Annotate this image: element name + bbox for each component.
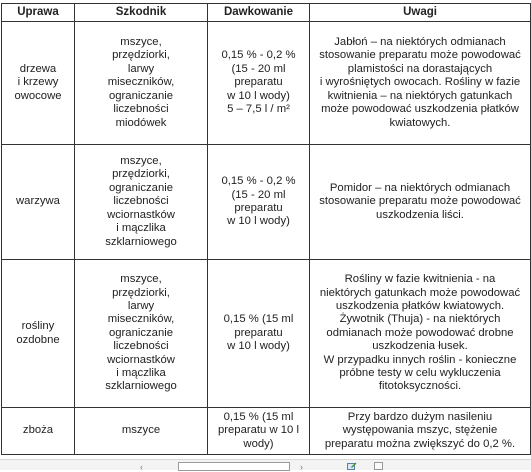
cell-line: uszkodzenia łusek. (372, 340, 468, 353)
cell-line: Żywotnik (Thuja) - na niektórych (339, 313, 501, 326)
pest-cell (75, 145, 208, 260)
cell-line: ozdobne (16, 333, 60, 346)
cell-line: przędziorki, (112, 286, 170, 299)
cell-line: odmianach może powodować drobne (326, 326, 514, 339)
cell-line: niektórych gatunkach może powodować (319, 286, 521, 299)
cell-line: Rośliny w fazie kwitnienia - na (344, 273, 496, 286)
cell-line: miseczników, (107, 313, 175, 326)
notes-cell (310, 260, 531, 408)
cell-line: preparatu (234, 326, 283, 339)
cell-line: przędziorki, (112, 49, 170, 62)
cell-line: mszyce, (120, 36, 162, 49)
cell-line: uszkodzenia płatków kwiatowych. (335, 299, 505, 312)
cell-line: ograniczanie (108, 181, 174, 194)
header-dosage: Dawkowanie (208, 4, 310, 22)
cell-line: kwiatowych. (389, 116, 451, 129)
pest-cell (75, 408, 208, 455)
viewer-toolbar (0, 459, 531, 470)
crop-cell (2, 260, 75, 408)
table-row (2, 408, 531, 455)
cell-line: preparatu (234, 76, 283, 89)
cell-line: miseczników, (107, 76, 175, 89)
cell-line: Przy bardzo dużym nasileniu (347, 410, 493, 423)
cell-line: Jabłoń – na niektórych odmianach (334, 36, 506, 49)
cell-line: stosowanie preparatu może powodować (319, 195, 521, 208)
cell-line: występowania mszyc, stężenie (342, 424, 498, 437)
header-crop: Uprawa (2, 4, 75, 22)
cell-line: 5 – 7,5 l / m² (227, 103, 290, 116)
dosage-cell (208, 22, 310, 145)
cell-line: i mączlika (116, 367, 166, 380)
cell-line: owocowe (14, 89, 62, 102)
cell-line: wody) (243, 437, 274, 450)
cell-line: przędziorki, (112, 168, 170, 181)
cell-line: (15 - 20 ml (231, 62, 286, 75)
cell-line: 0,15 % - 0,2 % (221, 49, 296, 62)
cell-line: i mączlika (116, 222, 166, 235)
cell-line: wciornastków (107, 353, 175, 366)
previous-page-icon[interactable]: ‹ (140, 462, 143, 472)
next-page-icon[interactable]: › (300, 462, 303, 472)
cell-line: preparatu (234, 202, 283, 214)
cell-line: warzywa (16, 195, 60, 208)
cell-line: liczebności (113, 103, 169, 116)
pest-cell (75, 260, 208, 408)
cell-line: w 10 l wody) (227, 89, 290, 102)
table-row (2, 22, 531, 145)
table-header-row (2, 4, 531, 22)
cell-line: kwitnienia – na niektórych gatunkach (327, 89, 513, 102)
cell-line: i wyrośniętych owocach. Rośliny w fazie (319, 76, 521, 89)
cell-line: liczebności (113, 195, 169, 208)
cell-line: mszyce (121, 424, 161, 437)
notes-cell (310, 22, 531, 145)
cell-line: zboża (22, 424, 54, 437)
cell-line: 0,15 % - 0,2 % (221, 175, 296, 188)
crop-cell (2, 22, 75, 145)
cell-line: liczebności (113, 340, 169, 353)
cell-line: ograniczanie (108, 89, 174, 102)
cell-line: larwy (127, 299, 155, 312)
cell-line: rośliny (21, 320, 55, 333)
dosage-cell (208, 260, 310, 408)
cell-line: drzewa (19, 62, 57, 75)
cell-line: w 10 l wody) (227, 340, 290, 353)
cell-line: preparatu można zwiększyć do 0,2 %. (324, 437, 516, 450)
page-number-input[interactable] (178, 462, 290, 471)
cell-line: stosowanie preparatu może powodować (319, 49, 521, 62)
crop-cell (2, 145, 75, 260)
crop-cell (2, 408, 75, 455)
notes-cell (310, 408, 531, 455)
cell-line: w 10 l wody) (227, 215, 290, 228)
cell-line: 0,15 % (15 ml (223, 410, 294, 423)
pesticide-dosage-table (1, 3, 531, 455)
table-row (2, 260, 531, 408)
cell-line: szklarniowego (105, 235, 177, 248)
pest-cell (75, 22, 208, 145)
cell-line: plamistości na dorastających (347, 62, 493, 75)
cell-line: W przypadku innych roślin - konieczne (323, 353, 517, 366)
cell-line: larwy (127, 62, 155, 75)
cell-line: uszkodzenia liści. (376, 208, 464, 221)
cell-line: i krzewy (17, 76, 59, 89)
header-pest: Szkodnik (75, 4, 208, 22)
cell-line: Pomidor – na niektórych odmianach (329, 181, 511, 194)
cell-line: 0,15 % (15 ml (223, 313, 294, 326)
cell-line: miodówek (115, 116, 167, 129)
cell-line: może powodować uszkodzenia płatków (321, 103, 519, 116)
dosage-cell (208, 408, 310, 455)
cell-line: mszyce, (120, 273, 162, 286)
cell-line: ograniczanie (108, 326, 174, 339)
cell-line: szklarniowego (105, 380, 177, 393)
cell-line: mszyce, (120, 155, 162, 168)
cell-line: wciornastków (107, 208, 175, 221)
cell-line: (15 - 20 ml (231, 188, 286, 201)
table-row (2, 145, 531, 260)
cell-line: próbne testy w celu wykluczenia (339, 367, 501, 380)
notes-cell (310, 145, 531, 260)
cell-line: fitotoksyczności. (378, 380, 462, 393)
header-notes: Uwagi (310, 4, 531, 22)
dosage-cell (208, 145, 310, 260)
cell-line: preparatu w 10 l (217, 424, 299, 437)
